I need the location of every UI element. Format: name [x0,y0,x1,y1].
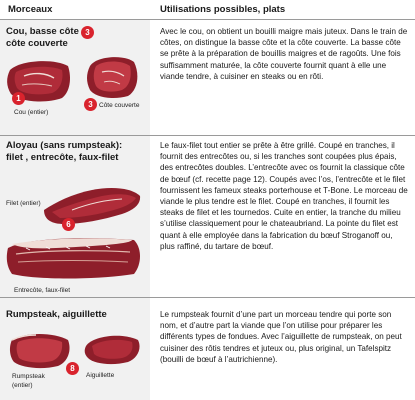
row-title [6,309,107,321]
badge-8: 8 [66,362,79,375]
description-text: Avec le cou, on obtient un bouilli maigre mais juteux. Dans le train de côtes, on distingue la basse côte et la côte couverte. La basse côte se prête à la préparation de bouillis maigres et de ragoûts. Une fois suffisamment maturée, la côte couverte fournit quant à elle une viande tendre, à cuisiner en steaks ou en rôti. [160,27,408,81]
row-description [160,140,408,252]
caption-cou: Cou (entier) [14,109,49,116]
caption-entrecote: Entrecôte, faux-filet [14,287,70,294]
filet-meat-image [42,180,142,230]
row-title-line: filet , entrecôte, faux-filet [6,152,119,163]
description-text: Le rumpsteak fournit d’une part un morceau tendre qui porte son nom, et d’autre part la viande que l’on utilise pour préparer les différents types de fondues. Avec l’aiguillette de rumpsteak, on peut cuisiner des rôtis tendres et juteux ou, plus original, un Tafelspitz (bouilli de bœuf à l’autrichienne). [160,310,402,364]
caption-filet: Filet (entier) [6,200,41,207]
badge-6: 6 [62,218,75,231]
table-header [0,0,415,20]
row-title-line: côte couverte [6,38,68,49]
badge-1: 1 [12,92,25,105]
row-title-line: Aloyau (sans rumpsteak): [6,140,123,151]
row-title-line: Rumpsteak, aiguillette [6,309,107,320]
description-text: Le faux-filet tout entier se prête à être grillé. Coupé en tranches, il fournit des entrecôtes ou, si les tranches sont coupées plus épais, des entrecôtes doubles. L’entrecôte avec os fournit la classique côte de bœuf (cf. recette page 12). Coupés avec l’os, l’entrecôte et le filet fournissent les fameux steaks porterhouse et T-Bone. Le morceau de viande le plus tendre est le filet. Coupé en tranches, il fournit les steaks de filet et les tournedos. Cuite en entier, la tranche du milieu s’utilise classiquement pour le chateaubriand. La pointe du filet est quant à elle employée dans la fabrication du bœuf Stroganoff ou, plus raffiné, du tartare de bœuf. [160,141,408,251]
entrecote-meat-image [6,234,144,280]
header-utilisations: Utilisations possibles, plats [160,4,286,15]
caption-cote-couverte: Côte couverte [99,102,140,109]
row-cou-cote [0,20,415,136]
row-aloyau [0,136,415,298]
cote-couverte-meat-image [84,52,140,100]
row-title [6,26,79,50]
row-title-line: Cou, basse côte [6,26,79,37]
rumpsteak-meat-image [8,330,72,370]
caption-aiguillette: Aiguillette [86,372,115,379]
row-title [6,140,122,164]
aiguillette-meat-image [82,330,142,366]
badge-3: 3 [84,98,97,111]
badge-3-inline: 3 [81,26,94,39]
row-description [160,26,408,82]
caption-rumpsteak: Rumpsteak (entier) [12,373,45,389]
row-description [160,309,408,365]
header-morceaux: Morceaux [8,4,53,15]
row-rumpsteak [0,298,415,400]
